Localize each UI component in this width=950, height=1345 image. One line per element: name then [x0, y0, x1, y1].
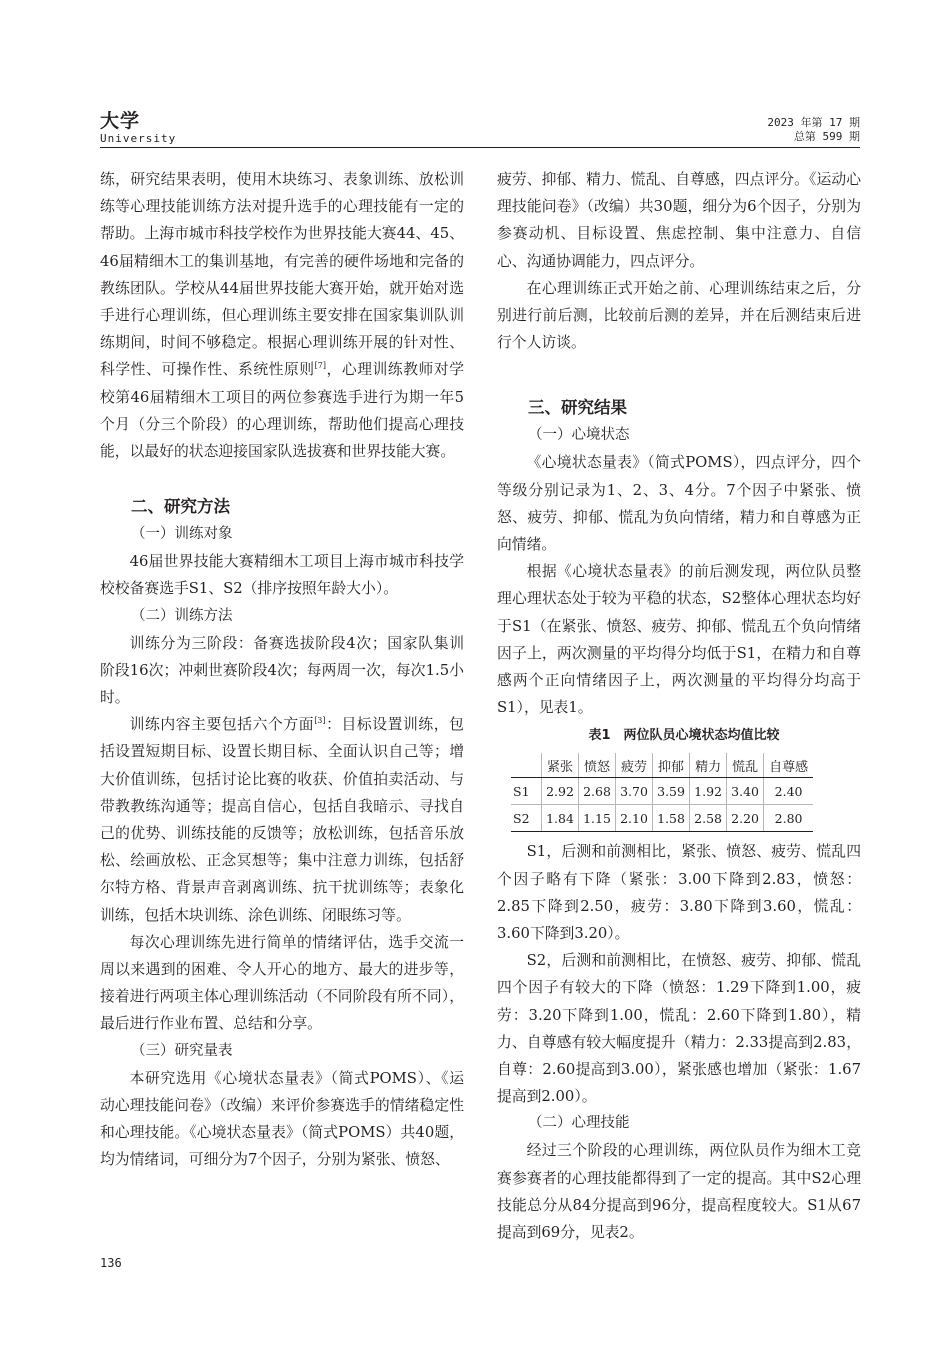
paragraph: 本研究选用《心境状态量表》（简式POMS）、《运动心理技能问卷》（改编）来评价参赛选手的情绪稳定性和心理技能。《心境状态量表》（简式POMS）共40题，均为情绪词，可细分为7个因子，分别为紧张、愤怒、	[100, 1069, 464, 1169]
table-header-cell: 自尊感	[764, 753, 814, 778]
paragraph	[100, 711, 464, 929]
subsection-heading: （一）心境状态	[528, 427, 630, 444]
paragraph: 在心理训练正式开始之前、心理训练结束之后，分别进行前后测，比较前后测的差异，并在后测结束后进行个人访谈。	[497, 279, 861, 352]
table-cell: 2.80	[764, 805, 814, 832]
left-column	[100, 166, 464, 1174]
text: ，心理训练教师对学校第46届精细木工项目的两位参赛选手进行为期一年5个月（分三个阶段）的心理训练，帮助他们提高心理技能，以最好的状态迎接国家队选拔赛和世界技能大赛。	[100, 361, 464, 461]
text: 训练内容主要包括六个方面	[129, 716, 315, 734]
table-header-cell: 疲劳	[616, 753, 653, 778]
journal-header	[100, 110, 176, 146]
right-column	[497, 166, 861, 1246]
paragraph: 《心境状态量表》（简式POMS），四点评分，四个等级分别记录为1、2、3、4分。7个因子中紧张、愤怒、疲劳、抑郁、慌乱为负向情绪，精力和自尊感为正向情绪。	[497, 454, 861, 554]
issue-info	[767, 116, 860, 144]
row-label: S2	[511, 805, 542, 832]
table-cell: 3.40	[727, 778, 764, 805]
table-cell: 2.58	[690, 805, 727, 832]
table-cell: 2.20	[727, 805, 764, 832]
total-issue-number: 总第 599 期	[793, 130, 860, 143]
table-cell: 2.68	[579, 778, 616, 805]
journal-name-en: University	[100, 132, 177, 145]
paragraph: 经过三个阶段的心理训练，两位队员作为细木工竞赛参赛者的心理技能都得到了一定的提高。其中S2心理技能总分从84分提高到96分，提高程度较大。S1从67提高到69分，见表2。	[497, 1142, 861, 1242]
table-cell: 2.10	[616, 805, 653, 832]
subsection-heading: （二）训练方法	[131, 607, 233, 624]
table-cell: 3.59	[653, 778, 690, 805]
subsection-heading: （一）训练对象	[131, 526, 233, 543]
table-cell: 2.92	[542, 778, 579, 805]
table-row	[511, 778, 813, 805]
text: ：目标设置训练，包括设置短期目标、设置长期目标、全面认识自己等；增大价值训练，包括讨论比赛的收获、价值拍卖活动、与带教教练沟通等；提高自信心，包括自我暗示、寻找自己的优势、训练技能的反馈等；放松训练，包括音乐放松、绘画放松、正念冥想等；集中注意力训练，包括舒尔特方格、背景声音剥离训练、抗干扰训练等；表象化训练，包括木块训练、涂色训练、闭眼练习等。	[100, 716, 464, 924]
paragraph: 疲劳、抑郁、精力、慌乱、自尊感，四点评分。《运动心理技能问卷》（改编）共30题，细分为6个因子，分别为参赛动机、目标设置、焦虑控制、集中注意力、自信心、沟通协调能力，四点评分。	[497, 171, 861, 270]
table-cell: 1.58	[653, 805, 690, 832]
table-corner-cell	[511, 753, 542, 778]
paragraph	[100, 166, 464, 465]
section-heading: 二、研究方法	[131, 497, 230, 517]
issue-number: 2023 年第 17 期	[767, 116, 860, 129]
paragraph: S2，后测和前测相比，在愤怒、疲劳、抑郁、慌乱四个因子有较大的下降（愤怒：1.29下降到1.00，疲劳：3.20下降到1.00，慌乱：2.60下降到1.80），精力、自尊感有较大幅度提升（精力：2.33提高到2.83，自尊：2.60提高到3.00），紧张感也增加（紧张：1.67提高到2.00）。	[497, 952, 861, 1106]
table-cell: 1.84	[542, 805, 579, 832]
paragraph: S1，后测和前测相比，紧张、愤怒、疲劳、慌乱四个因子略有下降（紧张：3.00下降到2.83，愤怒：2.85下降到2.50，疲劳：3.80下降到3.60，慌乱：3.60下降到3.20）。	[497, 843, 861, 943]
paragraph: 训练分为三阶段：备赛选拔阶段4次；国家队集训阶段16次；冲刺世赛阶段4次；每两周一次，每次1.5小时。	[100, 634, 464, 707]
table-header-cell: 紧张	[542, 753, 579, 778]
table-row	[511, 805, 813, 832]
table-header-row	[511, 753, 813, 778]
table-header-cell: 精力	[690, 753, 727, 778]
text: 练，研究结果表明，使用木块练习、表象训练、放松训练等心理技能训练方法对提升选手的心理技能有一定的帮助。上海市城市科技学校作为世界技能大赛44、45、46届精细木工的集训基地，有完善的硬件场地和完备的教练团队。学校从44届世界技能大赛开始，就开始对选手进行心理训练，但心理训练主要安排在国家集训队训练期间，时间不够稳定。根据心理训练开展的针对性、科学性、可操作性、系统性原则	[100, 171, 464, 379]
table-header-cell: 慌乱	[727, 753, 764, 778]
citation: [3]	[314, 716, 326, 726]
paragraph: 46届世界技能大赛精细木工项目上海市城市科技学校校备赛选手S1、S2（排序按照年龄大小）。	[100, 553, 464, 598]
journal-name: 大学	[100, 110, 141, 132]
section-heading: 三、研究结果	[528, 398, 627, 418]
table-cell: 3.70	[616, 778, 653, 805]
row-label: S1	[511, 778, 542, 805]
header-rule	[100, 147, 860, 148]
page-number: 136	[100, 1256, 122, 1270]
citation: [7]	[314, 361, 326, 371]
table-caption: 表1 两位队员心境状态均值比较	[588, 728, 780, 744]
paragraph: 每次心理训练先进行简单的情绪评估，选手交流一周以来遇到的困难、令人开心的地方、最大的进步等，接着进行两项主体心理训练活动（不同阶段有所不同），最后进行作业布置、总结和分享。	[100, 933, 464, 1033]
table-cell: 1.15	[579, 805, 616, 832]
subsection-heading: （二）心理技能	[528, 1115, 630, 1132]
subsection-heading: （三）研究量表	[131, 1042, 233, 1059]
table-header-cell: 抑郁	[653, 753, 690, 778]
mood-state-table	[511, 753, 813, 832]
table-cell: 2.40	[764, 778, 814, 805]
table-header-cell: 愤怒	[579, 753, 616, 778]
paragraph: 根据《心境状态量表》的前后测发现，两位队员整理心理状态处于较为平稳的状态，S2整体心理状态均好于S1（在紧张、愤怒、疲劳、抑郁、慌乱五个负向情绪因子上，两次测量的平均得分均低于S1，在精力和自尊感两个正向情绪因子上，两次测量的平均得分均高于S1），见表1。	[497, 563, 861, 717]
table-cell: 1.92	[690, 778, 727, 805]
